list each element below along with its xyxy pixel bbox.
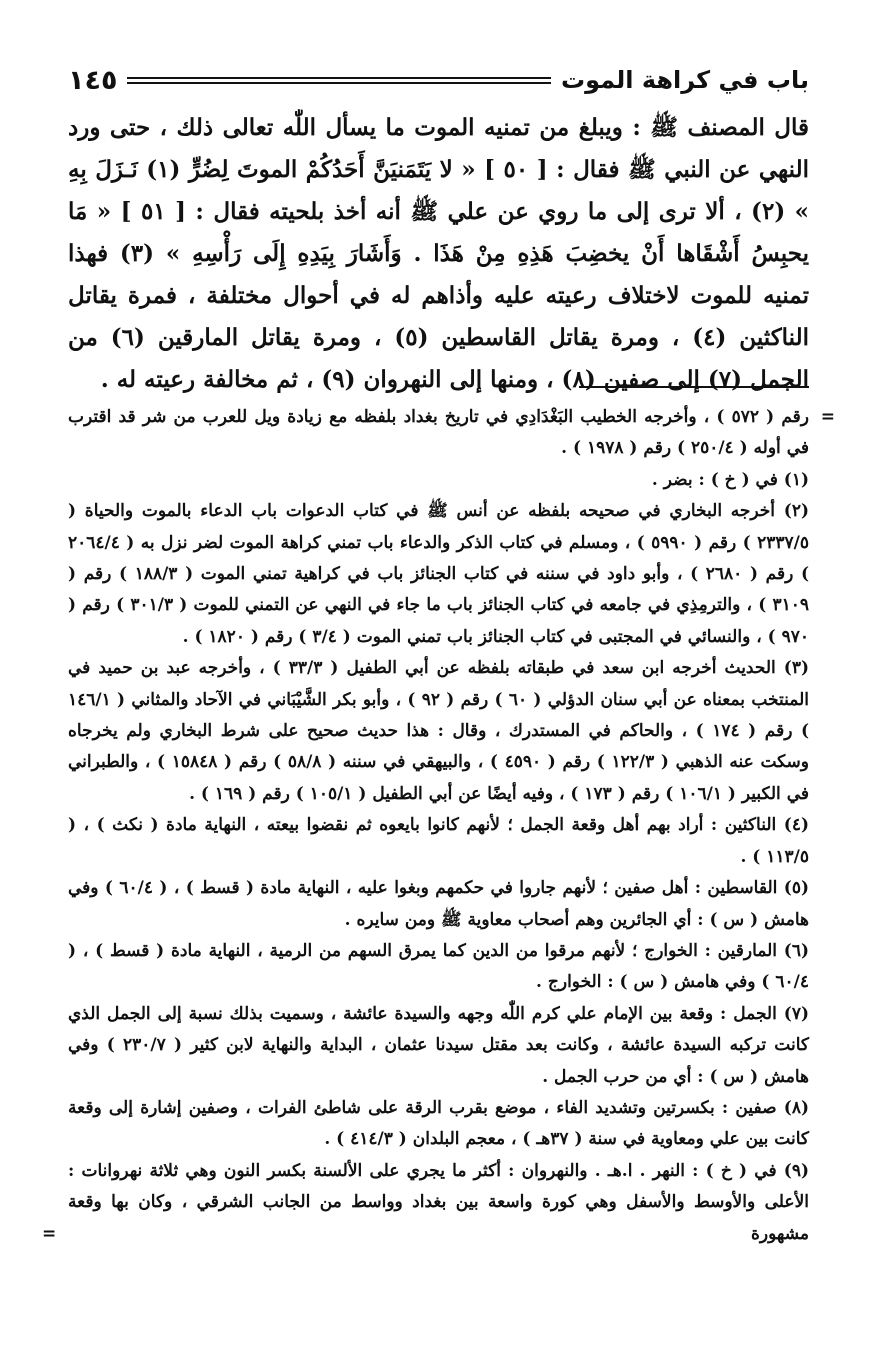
end-marker: = bbox=[42, 1223, 57, 1244]
footnote-9 bbox=[42, 1156, 809, 1250]
footnote-7: (٧) الجمل : وقعة بين الإمام علي كرم اللّٰه وجهه والسيدة عائشة ، وسميت بذلك نسبة إلى الجمل الذي كانت تركبه السيدة عائشة ، وكانت بعد مقتل سيدنا عثمان ، البداية والنهاية لابن كثير ( ٢٣٠/٧ ) وفي هامش ( س ) : أي من حرب الجمل . bbox=[68, 1003, 809, 1087]
main-text-block bbox=[68, 107, 809, 401]
footnote-4: (٤) الناكثين : أراد بهم أهل وقعة الجمل ؛ لأنهم كانوا بايعوه ثم نقضوا بيعته ، النهاية مادة ( نكث ) ، ( ١١٣/٥ ) . bbox=[68, 815, 809, 867]
main-paragraph: قال المصنف ﷺ : ويبلغ من تمنيه الموت ما يسأل اللّٰه تعالى ذلك ، حتى ورد النهي عن النبي ﷺ فقال : [ ٥٠ ] « لا يَتَمَنيَنَّ أَحَدُكُمْ الموتَ لِضُرٍّ (١) نَـزَلَ بِهِ » (٢) ، ألا ترى إلى ما روي عن علي ﷺ أنه أخذ بلحيته فقال : [ ٥١ ] « مَا يحبِسُ أَشْقَاها أَنْ يخضِبَ هَذِهِ مِنْ هَذَا . وَأَشَارَ بِيَدِهِ إِلَى رَأْسِهِ » (٣) فهذا تمنيه للموت لاختلاف رعيته عليه وأذاهم له في أحوال مختلفة ، فمرة يقاتل الناكثين (٤) ، ومرة يقاتل القاسطين (٥) ، ومرة يقاتل المارقين (٦) من الجمل (٧) إلى صفين (٨) ، ومنها إلى النهروان (٩) ، ثم مخالفة رعيته له . bbox=[68, 114, 810, 393]
header-rule bbox=[127, 77, 551, 84]
chapter-title: باب في كراهة الموت bbox=[560, 66, 809, 94]
footnote-5: (٥) القاسطين : أهل صفين ؛ لأنهم جاروا في حكمهم وبغوا عليه ، النهاية مادة ( قسط ) ، ( ٦٠/٤ ) وفي هامش ( س ) : أي الجائرين وهم أصحاب معاوية ﷺ ومن سايره . bbox=[68, 878, 809, 930]
footnote-2: (٢) أخرجه البخاري في صحيحه بلفظه عن أنس ﷺ في كتاب الدعوات باب الدعاء بالموت والحياة ( ٢٣٣٧/٥ ) رقم ( ٥٩٩٠ ) ، ومسلم في كتاب الذكر والدعاء باب تمني كراهة الموت لضر نزل به ( ٢٠٦٤/٤ ) رقم ( ٢٦٨٠ ) ، وأبو داود في سننه في كتاب الجنائز باب في كراهية تمني الموت ( ١٨٨/٣ ) رقم ( ٣١٠٩ ) ، والترمِذِي في جامعه في كتاب الجنائز باب ما جاء في النهي عن التمني للموت ( ٣٠١/٣ ) رقم ( ٩٧٠ ) ، والنسائي في المجتبى في كتاب الجنائز باب تمني الموت ( ٣/٤ ) رقم ( ١٨٢٠ ) . bbox=[68, 501, 809, 647]
footnote-separator bbox=[579, 386, 809, 388]
footnote-3: (٣) الحديث أخرجه ابن سعد في طبقاته بلفظه عن أبي الطفيل ( ٣٣/٣ ) ، وأخرجه عبد بن حميد في المنتخب بمعناه عن أبي سنان الدؤلي ( ٦٠ ) رقم ( ٩٢ ) ، وأبو بكر الشَّيْبَاني في الآحاد والمثاني ( ١٤٦/١ ) رقم ( ١٧٤ ) ، والحاكم في المستدرك ، وقال : هذا حديث صحيح على شرط البخاري ولم يخرجاه وسكت عنه الذهبي ( ١٢٢/٣ ) رقم ( ٤٥٩٠ ) ، والبيهقي في سننه ( ٥٨/٨ ) رقم ( ١٥٨٤٨ ) ، والطبراني في الكبير ( ١٠٦/١ ) رقم ( ١٧٣ ) ، وفيه أيضًا عن أبي الطفيل ( ١٠٥/١ ) رقم ( ١٦٩ ) . bbox=[68, 658, 809, 804]
footnote-8: (٨) صفين : بكسرتين وتشديد الفاء ، موضع بقرب الرقة على شاطئ الفرات ، وصفين إشارة إلى وقعة كانت بين علي ومعاوية في سنة ( ٣٧هـ ) ، معجم البلدان ( ٤١٤/٣ ) . bbox=[68, 1097, 809, 1150]
footnote-9-text: (٩) في ( خ ) : النهر . ا.هـ . والنهروان : أكثر ما يجري على الألسنة بكسر النون وهي ثلاثة نهروانات : الأعلى والأوسط والأسفل وهي كورة واسعة بين بغداد وواسط من الجانب الشرقي ، وكان بها وقعة مشهورة bbox=[68, 1160, 809, 1244]
running-header bbox=[68, 62, 809, 98]
footnote-6: (٦) المارقين : الخوارج ؛ لأنهم مرقوا من الدين كما يمرق السهم من الرمية ، النهاية مادة ( قسط ) ، ( ٦٠/٤ ) وفي هامش ( س ) : الخوارج . bbox=[68, 940, 809, 993]
footnote-continuation-text: رقم ( ٥٧٢ ) ، وأخرجه الخطيب البَغْدَادِي في تاريخ بغداد بلفظه مع زيادة ويل للعرب من شر قد اقترب في أوله ( ٢٥٠/٤ ) رقم ( ١٩٧٨ ) . bbox=[68, 407, 809, 459]
footnote-continuation bbox=[68, 402, 835, 465]
continuation-marker: = bbox=[820, 407, 835, 427]
footnotes bbox=[42, 402, 835, 1250]
footnote-1: (١) في ( خ ) : بضر . bbox=[651, 469, 809, 490]
page-number: ١٤٥ bbox=[68, 64, 118, 96]
